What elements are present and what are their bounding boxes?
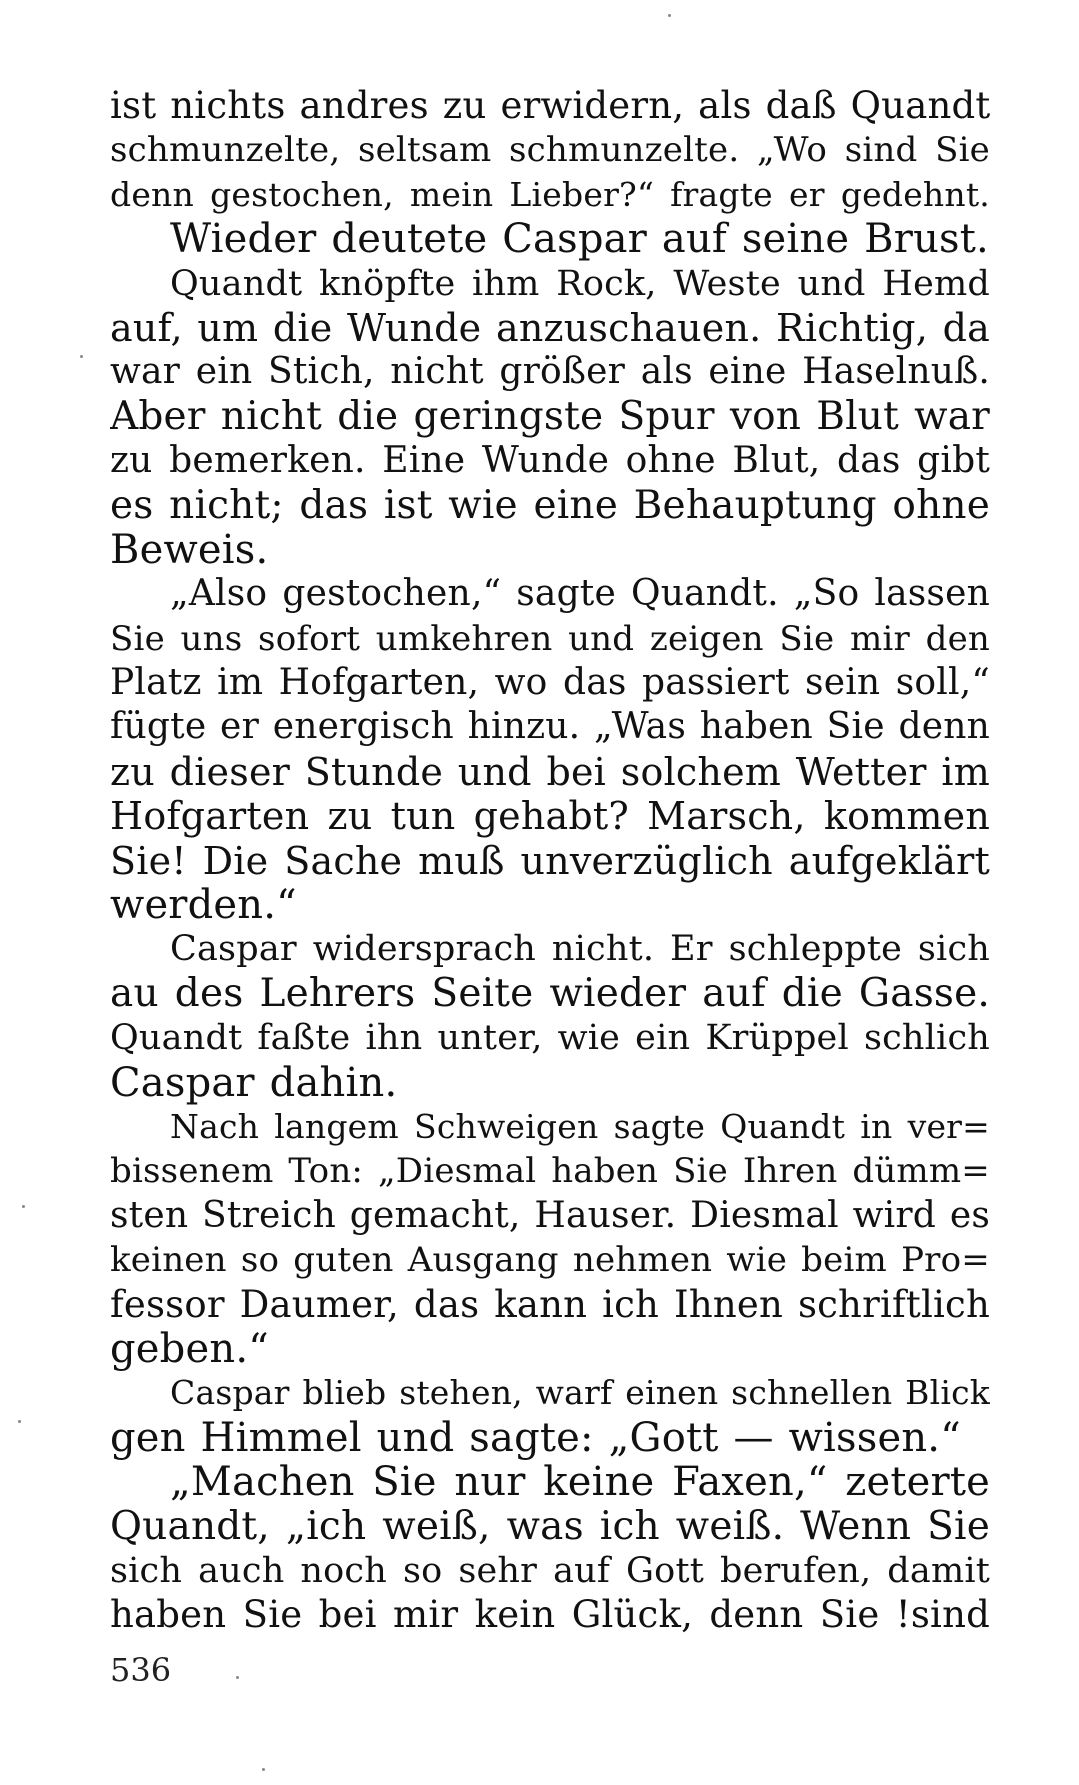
text-line: sich auch noch so sehr auf Gott berufen, damit: [110, 1550, 990, 1591]
text-line: Quandt, „ich weiß, was ich weiß. Wenn Sie: [110, 1504, 990, 1549]
text-line: sten Streich gemacht, Hauser. Diesmal wird es: [110, 1194, 990, 1236]
text-line: Caspar dahin.: [110, 1060, 398, 1105]
text-line: Beweis.: [110, 527, 269, 573]
text-line: war ein Stich, nicht größer als eine Haselnuß.: [110, 351, 990, 393]
text-line: auf, um die Wunde anzuschauen. Richtig, da: [110, 305, 990, 350]
text-line: Quandt faßte ihn unter, wie ein Krüppel schlich: [110, 1018, 990, 1059]
text-line: geben.“: [110, 1326, 269, 1372]
text-line: es nicht; das ist wie eine Behauptung ohne: [110, 483, 990, 528]
print-speck: [80, 355, 83, 358]
text-line: Platz im Hofgarten, wo das passiert sein soll,“: [110, 662, 990, 704]
body-text: [110, 84, 990, 1638]
text-line: gen Himmel und sagte: „Gott — wissen.“: [110, 1415, 961, 1461]
text-line: Caspar blieb stehen, warf einen schnellen Blick: [170, 1373, 990, 1413]
text-line: Quandt knöpfte ihm Rock, Weste und Hemd: [170, 263, 990, 304]
text-line: haben Sie bei mir kein Glück, denn Sie !sind: [110, 1593, 990, 1637]
text-line: denn gestochen, mein Lieber?“ fragte er gedehnt.: [110, 174, 990, 214]
print-speck: [262, 1768, 265, 1771]
print-speck: [22, 1205, 25, 1208]
text-line: Nach langem Schweigen sagte Quandt in ver=: [170, 1106, 990, 1146]
text-line: Caspar widersprach nicht. Er schleppte sich: [170, 929, 990, 970]
print-speck: [236, 1676, 239, 1679]
text-line: Aber nicht die geringste Spur von Blut war: [110, 394, 990, 439]
text-line: Wieder deutete Caspar auf seine Brust.: [170, 217, 989, 262]
text-line: Sie! Die Sache muß unverzüglich aufgeklärt: [110, 838, 990, 883]
print-speck: [18, 1420, 21, 1423]
text-line: bissenem Ton: „Diesmal haben Sie Ihren dümm=: [110, 1151, 990, 1192]
print-speck: [668, 14, 671, 17]
text-line: Sie uns sofort umkehren und zeigen Sie mir den: [110, 618, 990, 659]
text-line: schmunzelte, seltsam schmunzelte. „Wo sind Sie: [110, 130, 990, 171]
text-line: fügte er energisch hinzu. „Was haben Sie denn: [110, 706, 990, 748]
text-line: werden.“: [110, 883, 297, 928]
text-line: keinen so guten Ausgang nehmen wie beim Pro=: [110, 1240, 990, 1281]
text-line: ist nichts andres zu erwidern, als daß Quandt: [110, 84, 990, 127]
text-line: fessor Daumer, das kann ich Ihnen schriftlich: [110, 1282, 990, 1326]
text-line: zu bemerken. Eine Wunde ohne Blut, das gibt: [110, 440, 990, 482]
text-line: „Also gestochen,“ sagte Quandt. „So lassen: [170, 573, 990, 615]
text-line: zu dieser Stunde und bei solchem Wetter im: [110, 749, 990, 794]
text-line: „Machen Sie nur keine Faxen,“ zeterte: [170, 1460, 990, 1505]
page-number: 536: [110, 1651, 172, 1689]
text-line: Hofgarten zu tun gehabt? Marsch, kommen: [110, 794, 990, 839]
text-line: au des Lehrers Seite wieder auf die Gasse.: [110, 971, 990, 1016]
